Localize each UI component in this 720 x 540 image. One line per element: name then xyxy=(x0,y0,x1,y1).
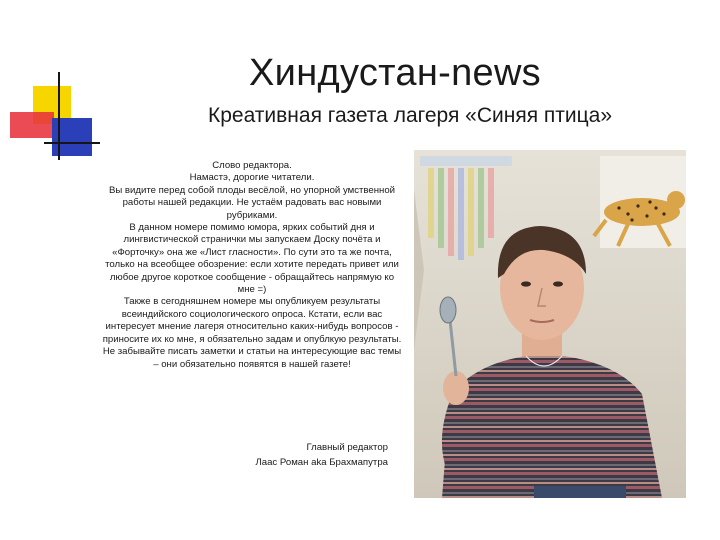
letter-signature xyxy=(210,440,388,470)
signature-role: Главный редактор xyxy=(306,442,388,453)
letter-heading: Слово редактора. xyxy=(212,160,292,171)
letter-paragraph: Вы видите перед собой плоды весёлой, но упорной умственной работы нашей редакции. Не устаём радовать вас новыми рубриками. xyxy=(108,184,396,221)
decor-vertical-line xyxy=(58,72,60,160)
slide-title: Хиндустан-news xyxy=(249,52,541,94)
letter-paragraph: Также в сегодняшнем номере мы опубликуем результаты всеиндийского социологического опроса. Кстати, если вас интересует мнение лагеря относительно каких-нибудь вопросов - приносите их ко мне, я обязательно задам и опублкую результаты. xyxy=(102,296,402,345)
editor-letter xyxy=(100,160,404,371)
editor-photo xyxy=(414,150,686,498)
decor-red-square xyxy=(10,112,54,138)
editor-photo-illustration xyxy=(414,150,686,498)
slide-subtitle: Креативная газета лагеря «Синяя птица» xyxy=(207,104,613,127)
letter-paragraph: Не забывайте писать заметки и статьи на интересующие вас темы – они обязательно появятся в нашей газете! xyxy=(102,346,402,370)
letter-paragraph: В данном номере помимо юмора, ярких событий дня и лингвистической странички мы запускаем Доску почёта и «Форточку» она же «Лист гласности». По сути это та же почта, только на всеобщее обозрение: если хотите передать привет или любое другое короткое сообщение - обращайтесь напрямую ко мне =) xyxy=(105,222,399,296)
signature-name: Лаас Роман aka Брахмапутра xyxy=(255,457,388,468)
decor-horizontal-line xyxy=(44,142,100,144)
letter-greeting: Намастэ, дорогие читатели. xyxy=(189,172,315,184)
